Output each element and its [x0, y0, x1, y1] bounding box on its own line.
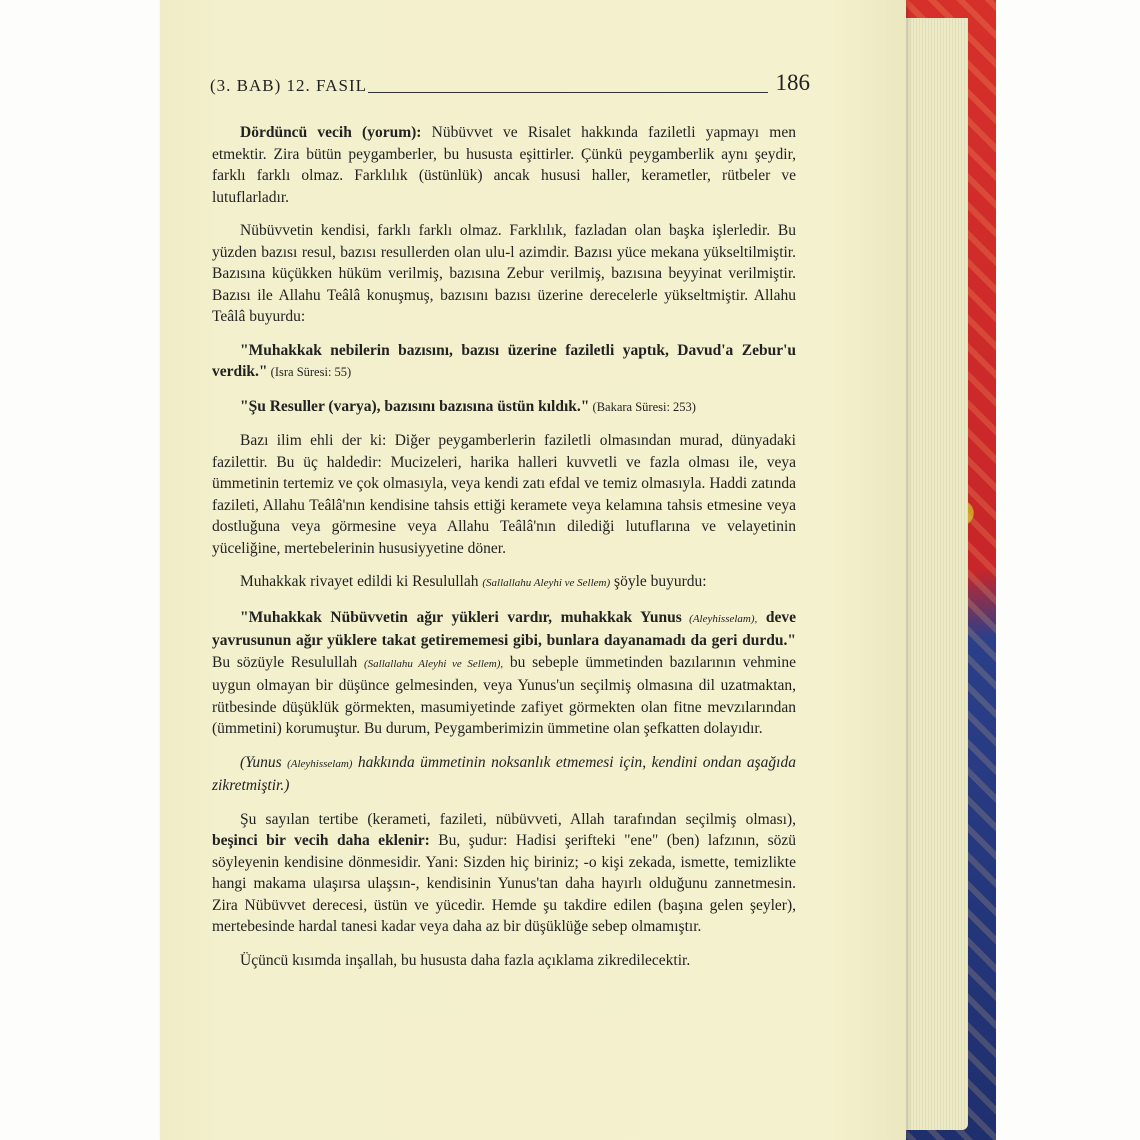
quote-2	[212, 396, 796, 419]
quote-3-text-b: bu sebeple ümmetinden bazılarının vehmine uygun olmayan bir düşünce gelmesinden, veya Yunus'un seçilmiş olmasına dil uzatmaktan, rütbesinde düşüklük görmekten, masumiyetinde zafiyet görmekten olan fitne mevzılarından (ümmetini) korumuştur. Bu durum, Peygamberimizin ümmetine olan şefkatten dolayıdır.	[212, 653, 796, 737]
quote-3	[212, 607, 796, 740]
paragraph-6-text-a: Şu sayılan tertibe (kerameti, fazileti, nübüvveti, Allah tarafından seçilmiş olması),	[240, 810, 796, 828]
paragraph-4	[212, 571, 796, 595]
paragraph-5-text-a: (Yunus	[240, 753, 288, 771]
page-header	[210, 66, 850, 106]
paragraph-2: Nübüvvetin kendisi, farklı farklı olmaz. Farklılık, fazladan olan başka işlerledir. Bu yüzden bazısı resul, bazısı resullerden olan ulu-l azimdir. Bazısı yüce mekana yükseltilmiştir. Bazısına küçükken hüküm verilmiş, bazısına Zebur verilmiş, bazısına beyyinat verilmiştir. Bazısı ile Allahu Teâlâ konuşmuş, bazısını bazısı üzerine derecelerle yükseltmiştir. Allahu Teâlâ buyurdu:	[212, 222, 796, 325]
quote-1-text: "Muhakkak nebilerin bazısını, bazısı üzerine faziletli yaptık, Davud'a Zebur'u verdik."	[212, 341, 796, 380]
paragraph-6-text-b: Bu, şudur: Hadisi şerifteki "ene" (ben) lafzının, sözü söyleyenin kendisine dönmesidir. Yani: Sizden hiç biriniz; -o kişi zekada, ismette, temizlikte hangi makama ulaşırsa ulaşsın-, kendisinin Yunus'tan daha hayırlı olduğunu zannetmesin. Zira Nübüvvet derecesi, üstün ve yücedir. Hemde şu takdire edilen (başına gelen şeyler), mertebesinde hardal tanesi kadar veya daha az bir düşüklüğe sebep olmamıştır.	[212, 832, 796, 935]
page-body	[212, 122, 796, 983]
paragraph-4-text-b: şöyle buyurdu:	[610, 573, 707, 590]
header-rule	[368, 92, 768, 93]
paragraph-5-honorific: (Aleyhisselam)	[287, 757, 353, 770]
quote-2-citation: (Bakara Süresi: 253)	[589, 399, 696, 414]
paragraph-6	[212, 809, 796, 938]
quote-1-citation: (Isra Süresi: 55)	[267, 365, 352, 379]
paragraph-4-text-a: Muhakkak rivayet edildi ki Resulullah	[240, 573, 483, 590]
quote-3-text-a: Bu sözüyle Resulullah	[212, 653, 364, 671]
paragraph-1-text: Nübüvvet ve Risalet hakkında faziletli yapmayı men etmektir. Zira bütün peygamberler, bu hususta eşittirler. Çünkü peygamberlik aynı şeydir, farklı farklı olmaz. Farklılık (üstünlük) ancak hususi haller, kerametler, rütbeler ve lutuflarladır.	[212, 124, 796, 206]
quote-2-text: "Şu Resuller (varya), bazısını bazısına üstün kıldık."	[240, 397, 590, 415]
paragraph-4-honorific: (Sallallahu Aleyhi ve Sellem)	[482, 577, 611, 589]
paragraph-7: Üçüncü kısımda inşallah, bu hususta daha fazla açıklama zikredilecektir.	[240, 951, 691, 969]
quote-3-honorific-b: (Sallallahu Aleyhi ve Sellem),	[363, 657, 504, 670]
paragraph-5	[212, 752, 796, 797]
page-number: 186	[775, 70, 810, 95]
chapter-title: (3. BAB) 12. FASIL	[210, 76, 367, 95]
quote-1	[212, 340, 796, 384]
paragraph-5-text-b: hakkında ümmetinin noksanlık etmemesi için, kendini ondan aşağıda zikretmiştir.)	[212, 753, 796, 794]
paragraph-6-bold: beşinci bir vecih daha eklenir:	[212, 832, 430, 849]
paragraph-1	[212, 122, 796, 208]
paragraph-1-heading: Dördüncü vecih (yorum):	[240, 124, 422, 141]
paragraph-3: Bazı ilim ehli der ki: Diğer peygamberlerin faziletli olmasından murad, dünyadaki fazilettir. Bu üç haldedir: Mucizeleri, harika halleri kuvvetli ve fazla olması ile, veya ümmetinin tertemiz ve çok olmasıyla, veya kendi zatı efdal ve temiz olmasıyla. Haddi zatında fazileti, Allahu Teâlâ'nın kendisine tahsis ettiği keramete veya kelamına tahsis etmesine veya dostluğuna veya görmesine veya Allahu Teâlâ'nın dilediği lutuflarına ve velayetinin yüceliğine, mertebelerinin hususiyyetine döner.	[212, 432, 796, 557]
quote-3-honorific-a: (Aleyhisselam),	[681, 612, 758, 625]
quote-3-bold-a: "Muhakkak Nübüvvetin ağır yükleri vardır, muhakkak Yunus	[240, 608, 682, 626]
quote-3-bold-b: deve yavrusunun ağır yüklere takat getirememesi gibi, bunlara dayanamadı da geri durdu."	[212, 608, 796, 649]
book-page	[160, 0, 906, 1140]
